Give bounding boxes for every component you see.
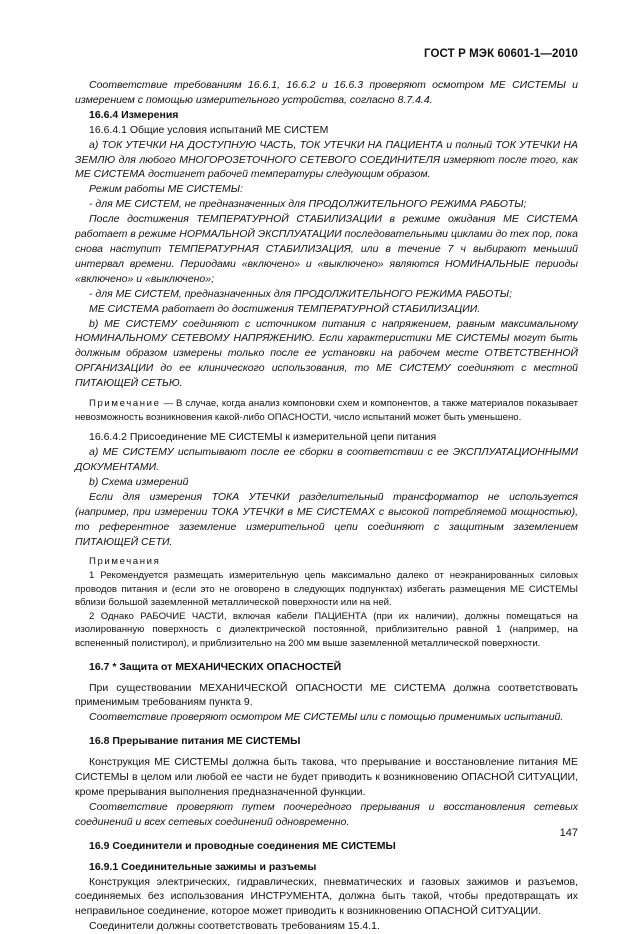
works-until-stabilization: МЕ СИСТЕМА работает до достижения ТЕМПЕРАТУРНОЙ СТАБИЛИЗАЦИИ. [89,302,481,315]
item-a-assembly: а) МЕ СИСТЕМУ испытывают после ее сборки в соответствии с ее ЭКСПЛУАТАЦИОННЫМИ ДОКУМЕНТАМИ. [75,446,578,474]
note-label: Примечание [89,398,161,410]
connectors-paragraph: Конструкция электрических, гидравлических, пневматических и газовых зажимов и разъемов, соединяемых без использования ИНСТРУМЕНТА, должна быть такой, чтобы предотвращать их неправильное соединение, которое может приводить к возникновению ОПАСНОЙ СИТУАЦИИ. [75,875,578,918]
spacer [75,830,578,839]
subsection-heading-16-6-4-1: 16.6.4.1 Общие условия испытаний МЕ СИСТЕМ [89,123,329,136]
operating-mode-label: Режим работы МЕ СИСТЕМЫ: [89,183,243,196]
connectors-requirement: Соединители должны соответствовать требованиям 15.4.1. [89,920,380,933]
item-b-circuit: b) Схема измерений [89,475,189,488]
non-continuous-systems: - для МЕ СИСТЕМ, не предназначенных для ПРОДОЛЖИТЕЛЬНОГО РЕЖИМА РАБОТЫ; [89,198,527,211]
subsection-heading-16-6-4-2: 16.6.4.2 Присоединение МЕ СИСТЕМЫ к измерительной цепи питания [89,431,437,444]
section-heading-16-7: 16.7 * Защита от МЕХАНИЧЕСКИХ ОПАСНОСТЕЙ [89,660,342,673]
note-1: 1 Рекомендуется размещать измерительную цепь максимально далеко от неэкранированных силовых проводов питания и (если это не оговорено в следующих подпунктах) избегать размещения МЕ СИСТЕМЫ вблизи большой заземленной металлической поверхности или на ней. [75,570,578,609]
compliance-paragraph: Соответствие требованиям 16.6.1, 16.6.2 и 16.6.3 проверяют осмотром МЕ СИСТЕМЫ и измерением с помощью измерительного устройства, согласно 8.7.4.4. [75,79,578,106]
mechanical-compliance-paragraph: Соответствие проверяют осмотром МЕ СИСТЕМЫ или с помощью применимых испытаний. [89,711,564,724]
thermal-stabilization-paragraph: После достижения ТЕМПЕРАТУРНОЙ СТАБИЛИЗАЦИИ в режиме ожидания МЕ СИСТЕМА работает в режиме НОРМАЛЬНОЙ ЭКСПЛУАТАЦИИ последовательными циклами до тех пор, пока снова наступит ТЕМПЕРАТУРНАЯ СТАБИЛИЗАЦИЯ, или в течение 7 ч выбирают меньший интервал времени. Периодами «включено» и «выключено» являются НОМИНАЛЬНЫЕ периоды «включено» и «выключено»; [75,213,579,285]
section-heading-16-8: 16.8 Прерывание питания МЕ СИСТЕМЫ [89,735,301,748]
note-text: — В случае, когда анализ компоновки схем и компонентов, а также материалов показывает невозможность возникновения какой-либо ОПАСНОСТИ, число испытаний может быть уменьшено. [75,398,578,423]
item-b: b) МЕ СИСТЕМУ соединяют с источником питания с напряжением, равным максимальному НОМИНАЛЬНОМУ СЕТЕВОМУ НАПРЯЖЕНИЮ. Если характеристики МЕ СИСТЕМЫ могут быть должным образом измерены только после ее установки на рабочем месте ОТВЕТСТВЕННОЙ ОРГАНИЗАЦИИ до ее клинического использования, то МЕ СИСТЕМУ соединяют с местной ПИТАЮЩЕЙ СЕТЬЮ. [75,317,578,390]
power-interruption-paragraph: Конструкция МЕ СИСТЕМЫ должна быть такова, что прерывание и восстановление питания МЕ СИСТЕМЫ в целом или любой ее части не будет приводить к возникновению ОПАСНОЙ СИТУАЦИИ, кроме прерывания выполнения предназначенной функции. [75,756,578,798]
standard-header: ГОСТ Р МЭК 60601-1—2010 [424,48,578,60]
section-heading-16-9: 16.9 Соединители и проводные соединения МЕ СИСТЕМЫ [89,839,396,852]
spacer [75,725,578,734]
mechanical-hazard-paragraph: При существовании МЕХАНИЧЕСКОЙ ОПАСНОСТИ МЕ СИСТЕМА должна соответствовать применимым требованиям пункта 9. [75,681,578,709]
section-heading-16-6-4: 16.6.4 Измерения [89,108,179,121]
note-2: 2 Однако РАБОЧИЕ ЧАСТИ, включая кабели ПАЦИЕНТА (при их наличии), должны помещаться на изолированную поверхность с диэлектрической постоянной, приблизительно равной 1 (например, на вспененный полистирол), и приблизительно на 200 мм выше заземленной металлической поверхности. [75,610,578,650]
document-body [75,78,578,934]
item-a: а) ТОК УТЕЧКИ НА ДОСТУПНУЮ ЧАСТЬ, ТОК УТЕЧКИ НА ПАЦИЕНТА и полный ТОК УТЕЧКИ НА ЗЕМЛЮ для любого МНОГОРОЗЕТОЧНОГО СЕТЕВОГО СОЕДИНИТЕЛЯ измеряют после того, как МЕ СИСТЕМА достигнет рабочей температуры следующим образом. [75,138,578,181]
subsection-heading-16-9-1: 16.9.1 Соединительные зажимы и разъемы [89,860,317,873]
power-compliance-paragraph: Соответствие проверяют путем поочередного прерывания и восстановления сетевых соединений и всех сетевых соединений одновременно. [75,800,578,828]
spacer [75,651,578,660]
page-number: 147 [559,827,578,839]
note-paragraph [75,397,578,424]
isolation-transformer-paragraph: Если для измерения ТОКА УТЕЧКИ разделительный трансформатор не используется (например, при измерении ТОКА УТЕЧКИ в МЕ СИСТЕМАХ с высокой потребляемой мощностью), то референтное заземление измерительной цепи соединяют с защитным заземлением ПИТАЮЩЕЙ СЕТИ. [75,490,578,548]
notes-label: Примечания [89,556,161,568]
continuous-systems: - для МЕ СИСТЕМ, предназначенных для ПРОДОЛЖИТЕЛЬНОГО РЕЖИМА РАБОТЫ; [89,287,512,300]
